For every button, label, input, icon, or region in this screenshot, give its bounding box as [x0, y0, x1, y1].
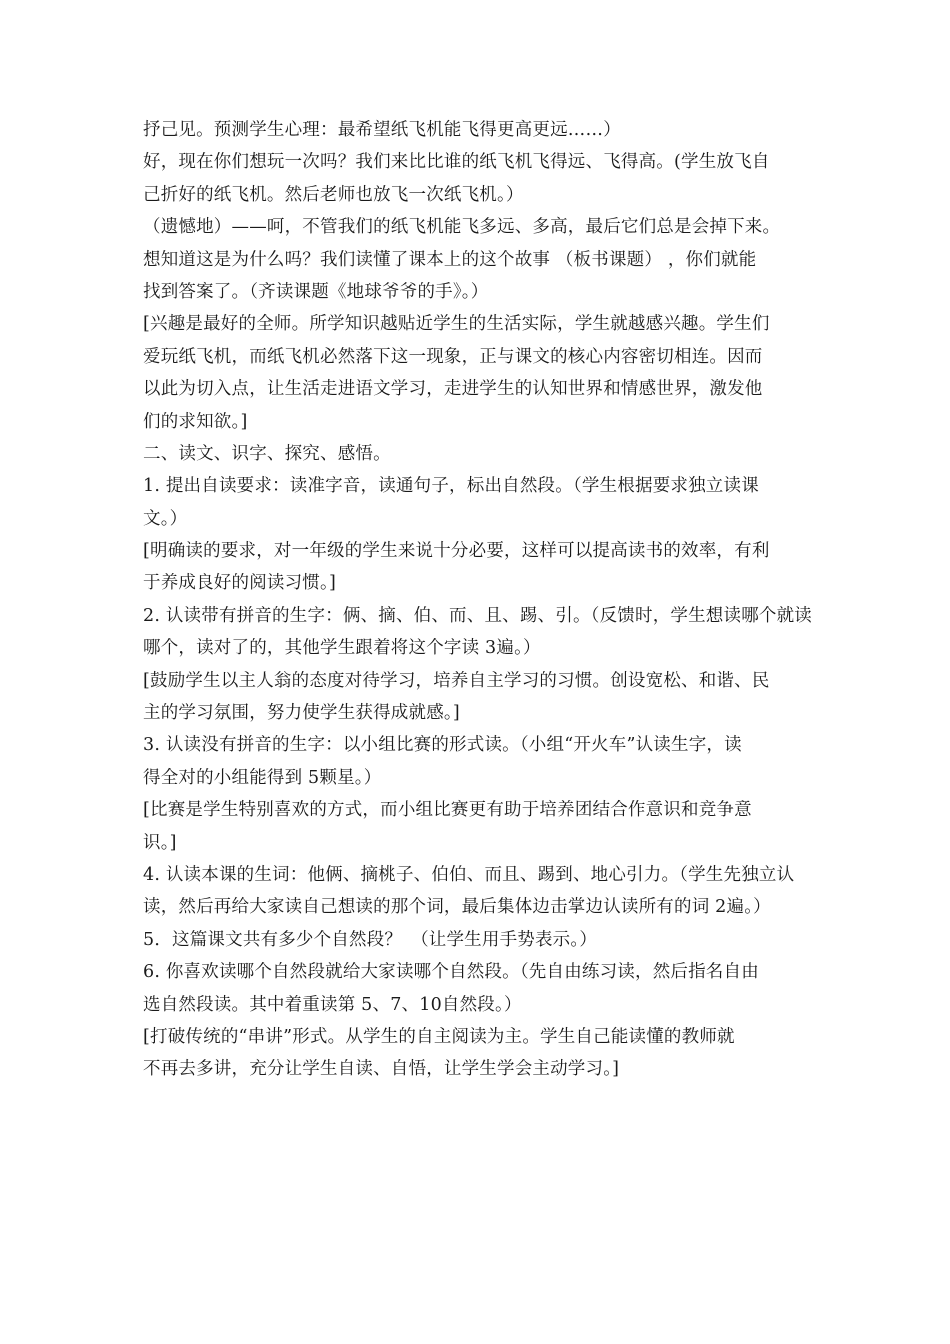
text-line: 好，现在你们想玩一次吗？我们来比比谁的纸飞机飞得远、飞得高。(学生放飞自 — [143, 152, 770, 173]
text-line: 己折好的纸飞机。然后老师也放飞一次纸飞机。） — [143, 184, 524, 205]
text-line: 1. 提出自读要求：读准字音，读通句子，标出自然段。（学生根据要求独立读课 — [143, 476, 759, 497]
text-line: [明确读的要求，对一年级的学生来说十分必要，这样可以提高读书的效率，有利 — [143, 541, 770, 562]
text-line: 以此为切入点，让生活走进语文学习，走进学生的认知世界和情感世界，激发他 — [143, 379, 763, 400]
text-line: 哪个，读对了的，其他学生跟着将这个字读 3遍。） — [143, 638, 541, 659]
text-line: [打破传统的“串讲”形式。从学生的自主阅读为主。学生自己能读懂的教师就 — [143, 1026, 735, 1047]
text-line: 选自然段读。其中着重读第 5、7、10自然段。） — [143, 994, 522, 1015]
text-line: [鼓励学生以主人翁的态度对待学习，培养自主学习的习惯。创设宽松、和谐、民 — [143, 670, 770, 691]
text-line: 抒己见。预测学生心理：最希望纸飞机能飞得更高更远……） — [143, 120, 621, 140]
text-line: [比赛是学生特别喜欢的方式，而小组比赛更有助于培养团结合作意识和竞争意 — [143, 800, 752, 821]
text-line: 6. 你喜欢读哪个自然段就给大家读哪个自然段。（先自由练习读，然后指名自由 — [143, 962, 759, 983]
text-line: （遗憾地）——呵，不管我们的纸飞机能飞多远、多高，最后它们总是会掉下来。 — [143, 217, 781, 238]
text-line: 4. 认读本课的生词：他俩、摘桃子、伯伯、而且、踢到、地心引力。（学生先独立认 — [143, 864, 795, 885]
section-heading: 二、读文、识字、探究、感悟。 — [143, 443, 391, 464]
text-line: 识。] — [143, 832, 177, 853]
text-line: 2. 认读带有拼音的生字：俩、摘、伯、而、且、踢、引。（反馈时，学生想读哪个就读 — [143, 605, 813, 626]
text-line: 文。） — [143, 508, 188, 529]
text-line: 读，然后再给大家读自己想读的那个词，最后集体边击掌边认读所有的词 2遍。） — [143, 897, 771, 918]
document-body — [143, 114, 811, 1086]
text-line: 爱玩纸飞机，而纸飞机必然落下这一现象，正与课文的核心内容密切相连。因而 — [143, 346, 763, 367]
text-line: 找到答案了。（齐读课题《地球爷爷的手》。） — [143, 281, 489, 302]
text-line: 得全对的小组能得到 5颗星。） — [143, 767, 382, 788]
text-line: 于养成良好的阅读习惯。] — [143, 573, 336, 594]
text-line: [兴趣是最好的全师。所学知识越贴近学生的生活实际，学生就越感兴趣。学生们 — [143, 314, 770, 335]
text-line: 不再去多讲，充分让学生自读、自悟，让学生学会主动学习。] — [143, 1059, 620, 1080]
text-line: 主的学习氛围，努力使学生获得成就感。] — [143, 703, 460, 724]
text-line: 想知道这是为什么吗？我们读懂了课本上的这个故事 （板书课题） ，你们就能 — [143, 249, 757, 270]
text-line: 5．这篇课文共有多少个自然段？ （让学生用手势表示。） — [143, 929, 598, 950]
text-line: 们的求知欲。] — [143, 411, 248, 432]
text-line: 3. 认读没有拼音的生字：以小组比赛的形式读。（小组“开火车”认读生字，读 — [143, 735, 742, 756]
